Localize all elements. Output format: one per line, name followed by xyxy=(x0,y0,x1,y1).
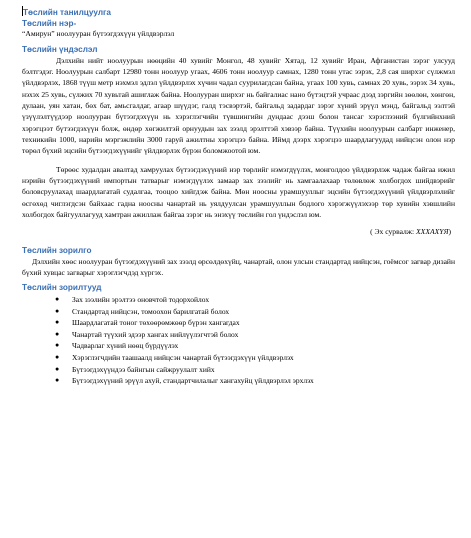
task-text: Зах зээлийн эрэлтээ оновчтой тодорхойлох xyxy=(72,295,210,304)
project-intro-heading xyxy=(22,6,455,18)
list-item xyxy=(22,306,455,318)
bullet-icon: ● xyxy=(55,306,60,315)
task-text: Хэрэглэгчдийн таашаалд нийцсэн чанартай бүтээгдэхүүн үйлдвэрлэх xyxy=(72,352,294,362)
list-item xyxy=(22,329,455,341)
bullet-icon: ● xyxy=(55,329,60,338)
tasks-list xyxy=(22,294,455,387)
bullet-icon: ● xyxy=(55,376,60,385)
list-item xyxy=(22,352,455,364)
basis-paragraph-1: Дэлхийн нийт ноолуурын нөөцийн 40 хувийг Монгол, 48 хувийг Хятад, 12 хувийг Иран, Афганистан зэрэг улсууд бэлтгэдэг. Ноолуурын салбарт 12980 тонн ноолуур угаах, 4606 тонн ноолуур самнах, 1280 тонн утас ээрэх, 2,8 сая ширхэг сүлжмэл үйлдвэрлэх, 1868 түүш метр нэхмэл эдлэл үйлдвэрлэх хүчин чадал суурилагдсан байна, угаах 100 хувь, самнах 20 хувь, ээрэх 34 хувь, нэхэх 25 хувь, сүлжих 70 хувьтай ашиглаж байна. Ноолууран ширхэг нь байгалиас нано бүтэцтэй учраас дээд зэргийн зөөлөн, хөнгөн, дулаан, уян хатан, бөх бат, амьсгалдаг, агаар шүүдэг, галд тэсвэртэй, байгальд задардаг зэрэг хүний эрүүл мэнд, байгальд ээлтэй үзүүлэлтүүдээр ноолууран бүтээгдэхүүн нь хэрэглэгчийн түвшингийн дундаас дээш болон тансаг хэрэглээний бүлгийнхний хэрэгцээт бүтээгдэхүүн болж, өндөр хөгжилтэй орнуудын зах зээлд эрэлттэй хэвээр байна. Түүхийн ноолуурын салбарт инженер, техникийн 1000, нарийн мэргэжлийн 3000 гаруй ажилтны хэрэгцээ байна. Иймд дээрх хэрэгцээ шаардлагуудад нийцсэн олон нэр төрөл бүхий эцсийн бүтээгдэхүүнийг үйлдвэрлэх бүрэн боломжоотой юм. xyxy=(22,55,455,156)
source-name: XXXAXYЯ xyxy=(416,227,449,237)
project-basis-heading: Төслийн үндэслэл xyxy=(22,44,98,54)
bullet-icon: ● xyxy=(55,295,60,303)
task-text: Шаардлагатай тоног төхөөрөмжөөр бүрэн хангагдах xyxy=(72,318,240,328)
task-text: Бүтээгдэхүүний эрүүл ахуй, стандартчилалыг хангахуйц үйлдвэрлэл эрхлэх xyxy=(72,376,314,386)
task-text: Чанартай түүхий эдээр хангах нийлүүлэгчтэй болох xyxy=(72,329,239,339)
task-text: Чадварлаг хүний нөөц бүрдүүлэх xyxy=(72,341,179,351)
task-text: Стандартад нийцсэн, томоохон барилгатай болох xyxy=(72,306,230,316)
source-prefix: ( Эх сурвалж: xyxy=(370,227,417,237)
list-item xyxy=(22,364,455,376)
basis-paragraph-2: Төрөөс худалдан авалтад хамруулах бүтээгдэхүүний нэр төрлийг нэмэгдүүлэх, монголдоо үйлдвэрлэж чадаж байгаа ижил нэрийн бүтээгдэхүүний импортын татварыг нэмэгдүүлэх замаар зах зээлийг нь хамгаалахаар төлөвлөж холбогдох шийдвэрийг боловсруулахад шаардлагатай судалгаа, тооцоо хийгдэж байна. Мөн ноосны урамшууллыг эцсийн бүтээгдэхүүний үйлдвэрлэлийг өсгөхөд чиглэгдсэн байхаас гадна ноосны чанартай нь уялдуулсан урамшууллын бодлого хэрэгжүүлэхээр төр хувийн хэвшлийн холбогдох байгууллагууд хамтран ажиллаж байгаа зэрэг нь энэхүү төслийн гол үндэслэл юм. xyxy=(22,164,455,220)
project-tasks-heading: Төслийн зорилтууд xyxy=(22,283,102,292)
bullet-icon: ● xyxy=(55,318,60,327)
spacer xyxy=(22,238,455,245)
project-goal-heading: Төслийн зорилго xyxy=(22,246,92,255)
list-item xyxy=(22,375,455,387)
spacer xyxy=(22,220,455,227)
task-text: Бүтээгдэхүүндээ байнгын сайжруулалт хийх xyxy=(72,364,215,374)
bullet-icon: ● xyxy=(55,352,60,361)
spacer xyxy=(22,157,455,164)
source-citation xyxy=(22,227,455,238)
project-intro-heading-text: Төслийн танилцуулга xyxy=(23,8,111,17)
project-name: “Амирун” ноолууран бүтээгдэхүүн үйлдвэрлэл xyxy=(22,29,175,38)
bullet-icon: ● xyxy=(55,341,60,350)
bullet-icon: ● xyxy=(55,364,60,373)
list-item xyxy=(22,317,455,329)
list-item xyxy=(22,294,455,306)
project-goal-text: Дэлхийн хөөс ноолууран бүтээгдэхүүний зах зээлд өрсөлдөхүйц, чанартай, олон улсын стандартад нийцсэн, гоёмсог загвар дизайн бүхий хувцас загварыг хэрэглэгчдэд хүргэх. xyxy=(22,257,455,277)
list-item xyxy=(22,340,455,352)
project-name-heading: Төслийн нэр- xyxy=(22,19,77,28)
source-suffix: ) xyxy=(448,227,451,237)
